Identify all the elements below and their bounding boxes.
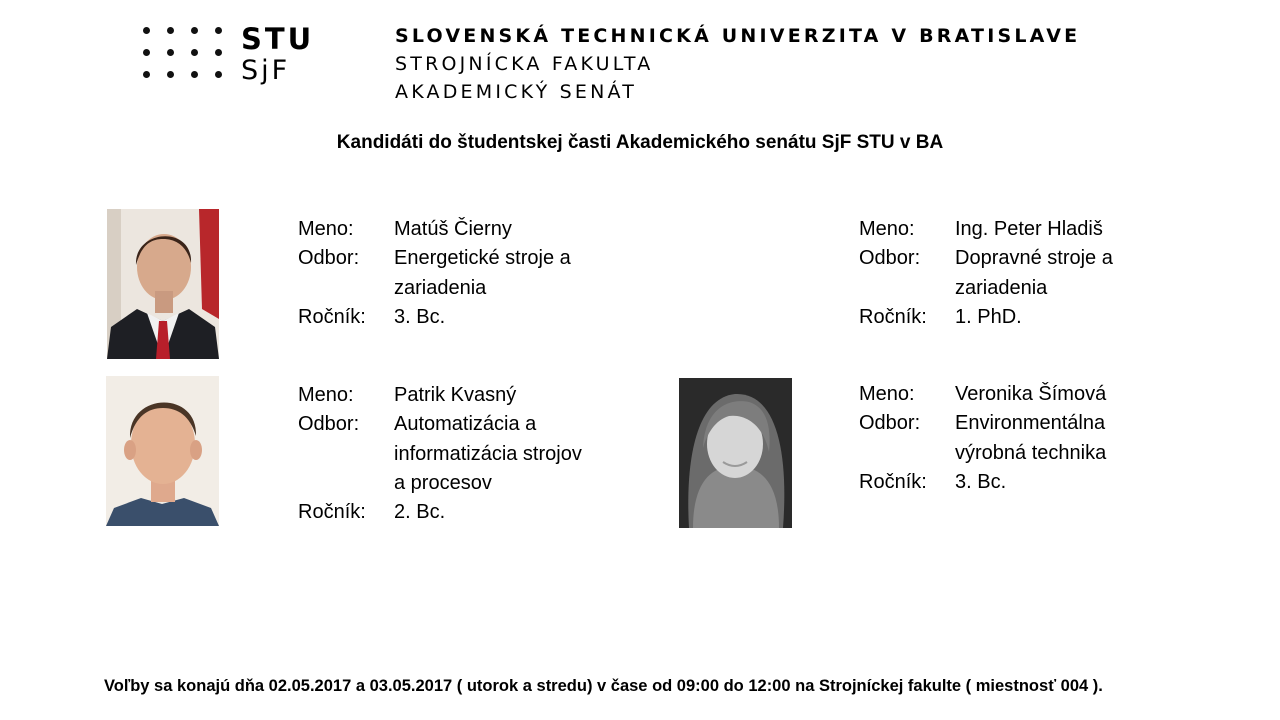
logo-sjf-text: SjF [241,55,291,86]
stu-logo-dots [143,27,223,81]
candidate-name: Veronika Šímová [955,383,1107,405]
candidate-year: 3. Bc. [394,305,446,328]
election-notice: Voľby sa konajú dňa 02.05.2017 a 03.05.2017 ( utorok a stredu) v čase od 09:00 do 12:00 na Strojníckej fakulte ( miestnosť 004 ). [104,677,1103,695]
name-label: Meno: [298,384,354,406]
candidate-simova [859,380,1175,497]
year-label: Ročník: [298,501,366,524]
candidate-field-line: Automatizácia a [394,413,537,436]
field-label: Odbor: [298,413,360,436]
field-label: Odbor: [298,247,360,270]
candidate-name: Matúš Čierny [394,218,512,240]
candidate-year: 2. Bc. [394,501,446,524]
candidate-name: Ing. Peter Hladiš [955,218,1103,240]
candidate-kvasny [298,381,614,527]
field-label: Odbor: [859,247,921,270]
candidate-cierny [298,215,614,332]
year-label: Ročník: [859,470,927,493]
page-title: Kandidáti do študentskej časti Akademického senátu SjF STU v BA [336,132,944,153]
senate-name: AKADEMICKÝ SENÁT [395,81,638,103]
candidate-field-line: zariadenia [394,276,487,299]
logo-stu-text: STU [241,22,315,56]
candidate-field-line: informatizácia strojov [394,442,582,465]
candidate-year: 1. PhD. [955,305,1022,328]
candidate-name: Patrik Kvasný [394,384,517,406]
year-label: Ročník: [859,305,927,328]
candidate-year: 3. Bc. [955,470,1007,493]
candidate-photo-kvasny [106,376,219,526]
candidate-field-line: Energetické stroje a [394,247,571,270]
candidate-field-line: Environmentálna [955,412,1106,435]
candidate-hladis [859,215,1175,332]
candidate-field-line: zariadenia [955,276,1048,299]
year-label: Ročník: [298,305,366,328]
university-name: SLOVENSKÁ TECHNICKÁ UNIVERZITA V BRATISLAVE [395,25,1081,47]
candidate-photo-simova [679,378,792,528]
candidate-field-line: Dopravné stroje a [955,247,1113,270]
candidate-photo-cierny [107,209,219,359]
candidate-field-line: a procesov [394,471,492,494]
name-label: Meno: [859,218,915,240]
candidate-field-line: výrobná technika [955,441,1107,464]
name-label: Meno: [859,383,915,405]
faculty-name: STROJNÍCKA FAKULTA [395,53,654,75]
name-label: Meno: [298,218,354,240]
field-label: Odbor: [859,412,921,435]
